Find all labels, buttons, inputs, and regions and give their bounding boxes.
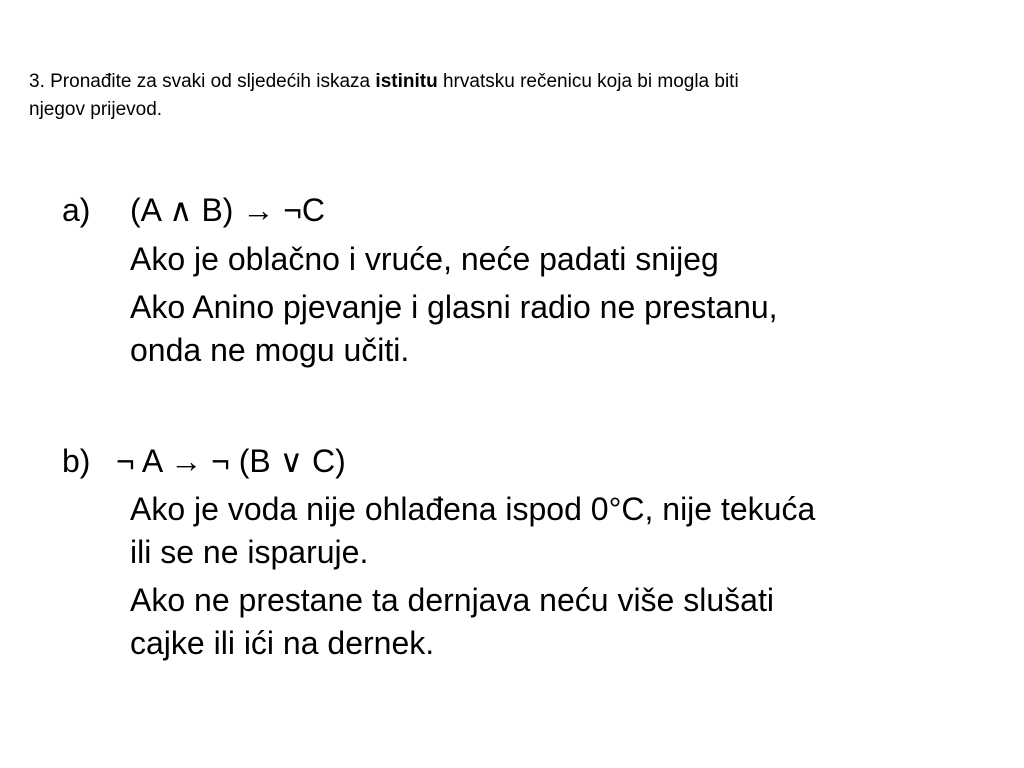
sentence-line: Ako ne prestane ta dernjava neću više slušati — [130, 582, 774, 618]
logic-formula: (A ∧ B) → ¬C — [130, 192, 326, 228]
instruction-text-prefix: 3. Pronađite za svaki od sljedećih iskaza — [29, 71, 376, 92]
translation-sentence — [130, 238, 990, 281]
sentence-line: Ako je oblačno i vruće, neće padati snijeg — [130, 241, 719, 277]
sentence-line: Ako Anino pjevanje i glasni radio ne prestanu, — [130, 289, 778, 325]
exercise-item-b — [62, 437, 1002, 665]
instruction-text-line2: njegov prijevod. — [29, 99, 163, 120]
task-instruction — [29, 68, 999, 124]
translation-sentence — [130, 488, 990, 574]
translation-sentence — [130, 579, 990, 665]
exercise-item-a — [62, 186, 1002, 372]
instruction-text-suffix: hrvatsku rečenicu koja bi mogla biti — [437, 71, 739, 92]
sentence-line: onda ne mogu učiti. — [130, 332, 410, 368]
sentence-line: ili se ne isparuje. — [130, 534, 369, 570]
sentence-line: cajke ili ići na dernek. — [130, 625, 435, 661]
sentence-line: Ako je voda nije ohlađena ispod 0°C, nije tekuća — [130, 491, 816, 527]
instruction-emphasis: istinitu — [375, 71, 438, 92]
translation-sentence — [130, 286, 990, 372]
formula-row — [62, 437, 1002, 485]
item-marker: b) — [62, 443, 91, 479]
logic-formula: ¬ A → ¬ (B ∨ C) — [116, 443, 346, 479]
item-marker: a) — [62, 192, 91, 228]
formula-row — [62, 186, 1002, 234]
